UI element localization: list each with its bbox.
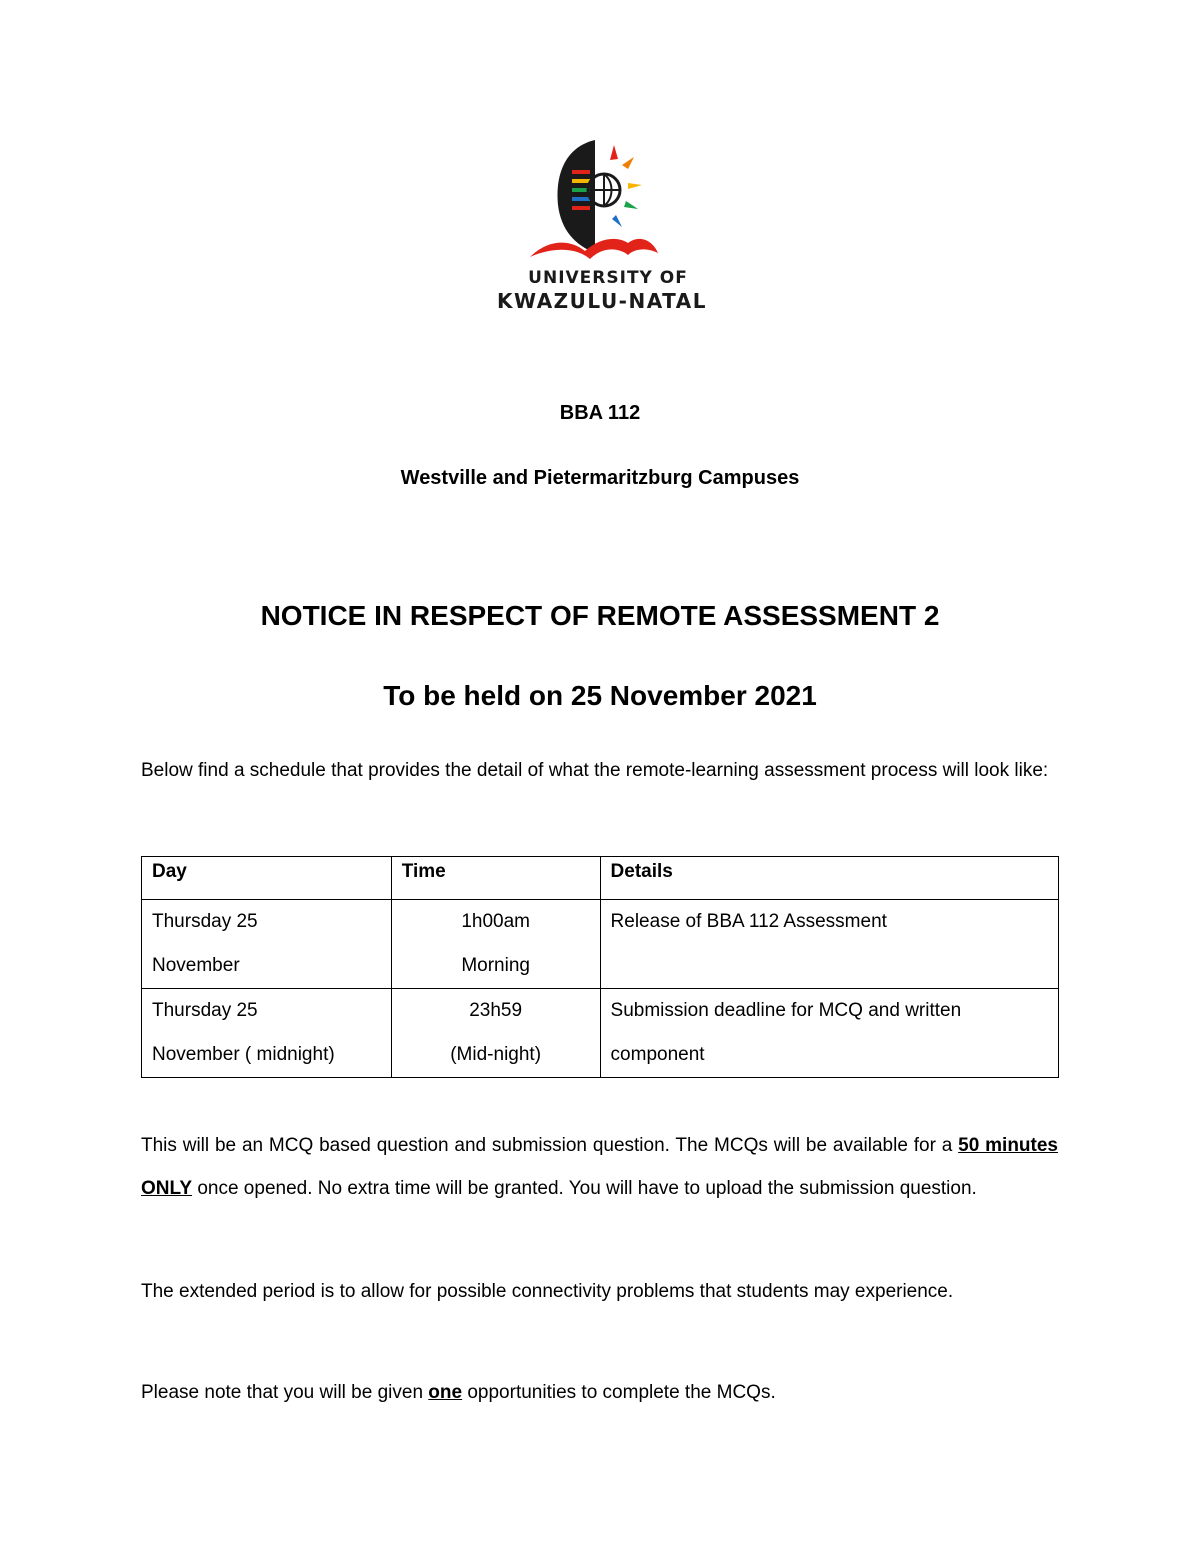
day-line: November ( midnight): [152, 1044, 335, 1065]
logo-line-kwazulu-natal: KWAZULU-NATAL: [497, 289, 707, 313]
p3-text-after: opportunities to complete the MCQs.: [462, 1382, 776, 1403]
intro-paragraph: Below find a schedule that provides the detail of what the remote-learning assessment process will look like:: [141, 760, 1049, 781]
ukzn-emblem-icon: [530, 135, 670, 267]
opportunities-emphasis: one: [428, 1382, 463, 1403]
table-row: [142, 900, 1059, 989]
p1-text-before: This will be an MCQ based question and submission question. The MCQs will be available for a: [141, 1135, 959, 1156]
time-line: (Mid-night): [450, 1044, 542, 1065]
cell-time: [391, 989, 600, 1078]
notice-date: To be held on 25 November 2021: [383, 680, 817, 711]
cell-day: [142, 900, 392, 989]
day-line: November: [152, 955, 240, 976]
table-header-row: [142, 857, 1059, 900]
schedule-table: [141, 856, 1059, 1078]
cell-details: Release of BBA 112 Assessment: [600, 900, 1058, 989]
cell-day: [142, 989, 392, 1078]
cell-details: Submission deadline for MCQ and written component: [600, 989, 1058, 1078]
extended-period-paragraph: The extended period is to allow for possible connectivity problems that students may experience.: [141, 1281, 954, 1302]
header-time: Time: [391, 857, 600, 900]
day-line: Thursday 25: [152, 911, 258, 932]
logo-line-university: UNIVERSITY OF: [528, 268, 688, 288]
duration-emphasis: 50 minutes ONLY: [141, 1135, 1058, 1199]
time-line: 1h00am: [461, 911, 530, 932]
notice-title: NOTICE IN RESPECT OF REMOTE ASSESSMENT 2: [260, 600, 940, 631]
mcq-duration-paragraph: [141, 1124, 1058, 1210]
p1-text-after: once opened. No extra time will be granted. You will have to upload the submission question.: [192, 1178, 977, 1199]
cell-time: [391, 900, 600, 989]
opportunities-paragraph: [141, 1371, 1058, 1414]
university-logo: [490, 135, 710, 315]
campuses-heading: Westville and Pietermaritzburg Campuses: [400, 467, 800, 489]
time-line: 23h59: [469, 1000, 523, 1021]
header-details: Details: [600, 857, 1058, 900]
header-day: Day: [142, 857, 392, 900]
p3-text-before: Please note that you will be given: [141, 1382, 429, 1403]
day-line: Thursday 25: [152, 1000, 258, 1021]
table-row: [142, 989, 1059, 1078]
time-line: Morning: [461, 955, 530, 976]
course-code: BBA 112: [559, 402, 641, 424]
